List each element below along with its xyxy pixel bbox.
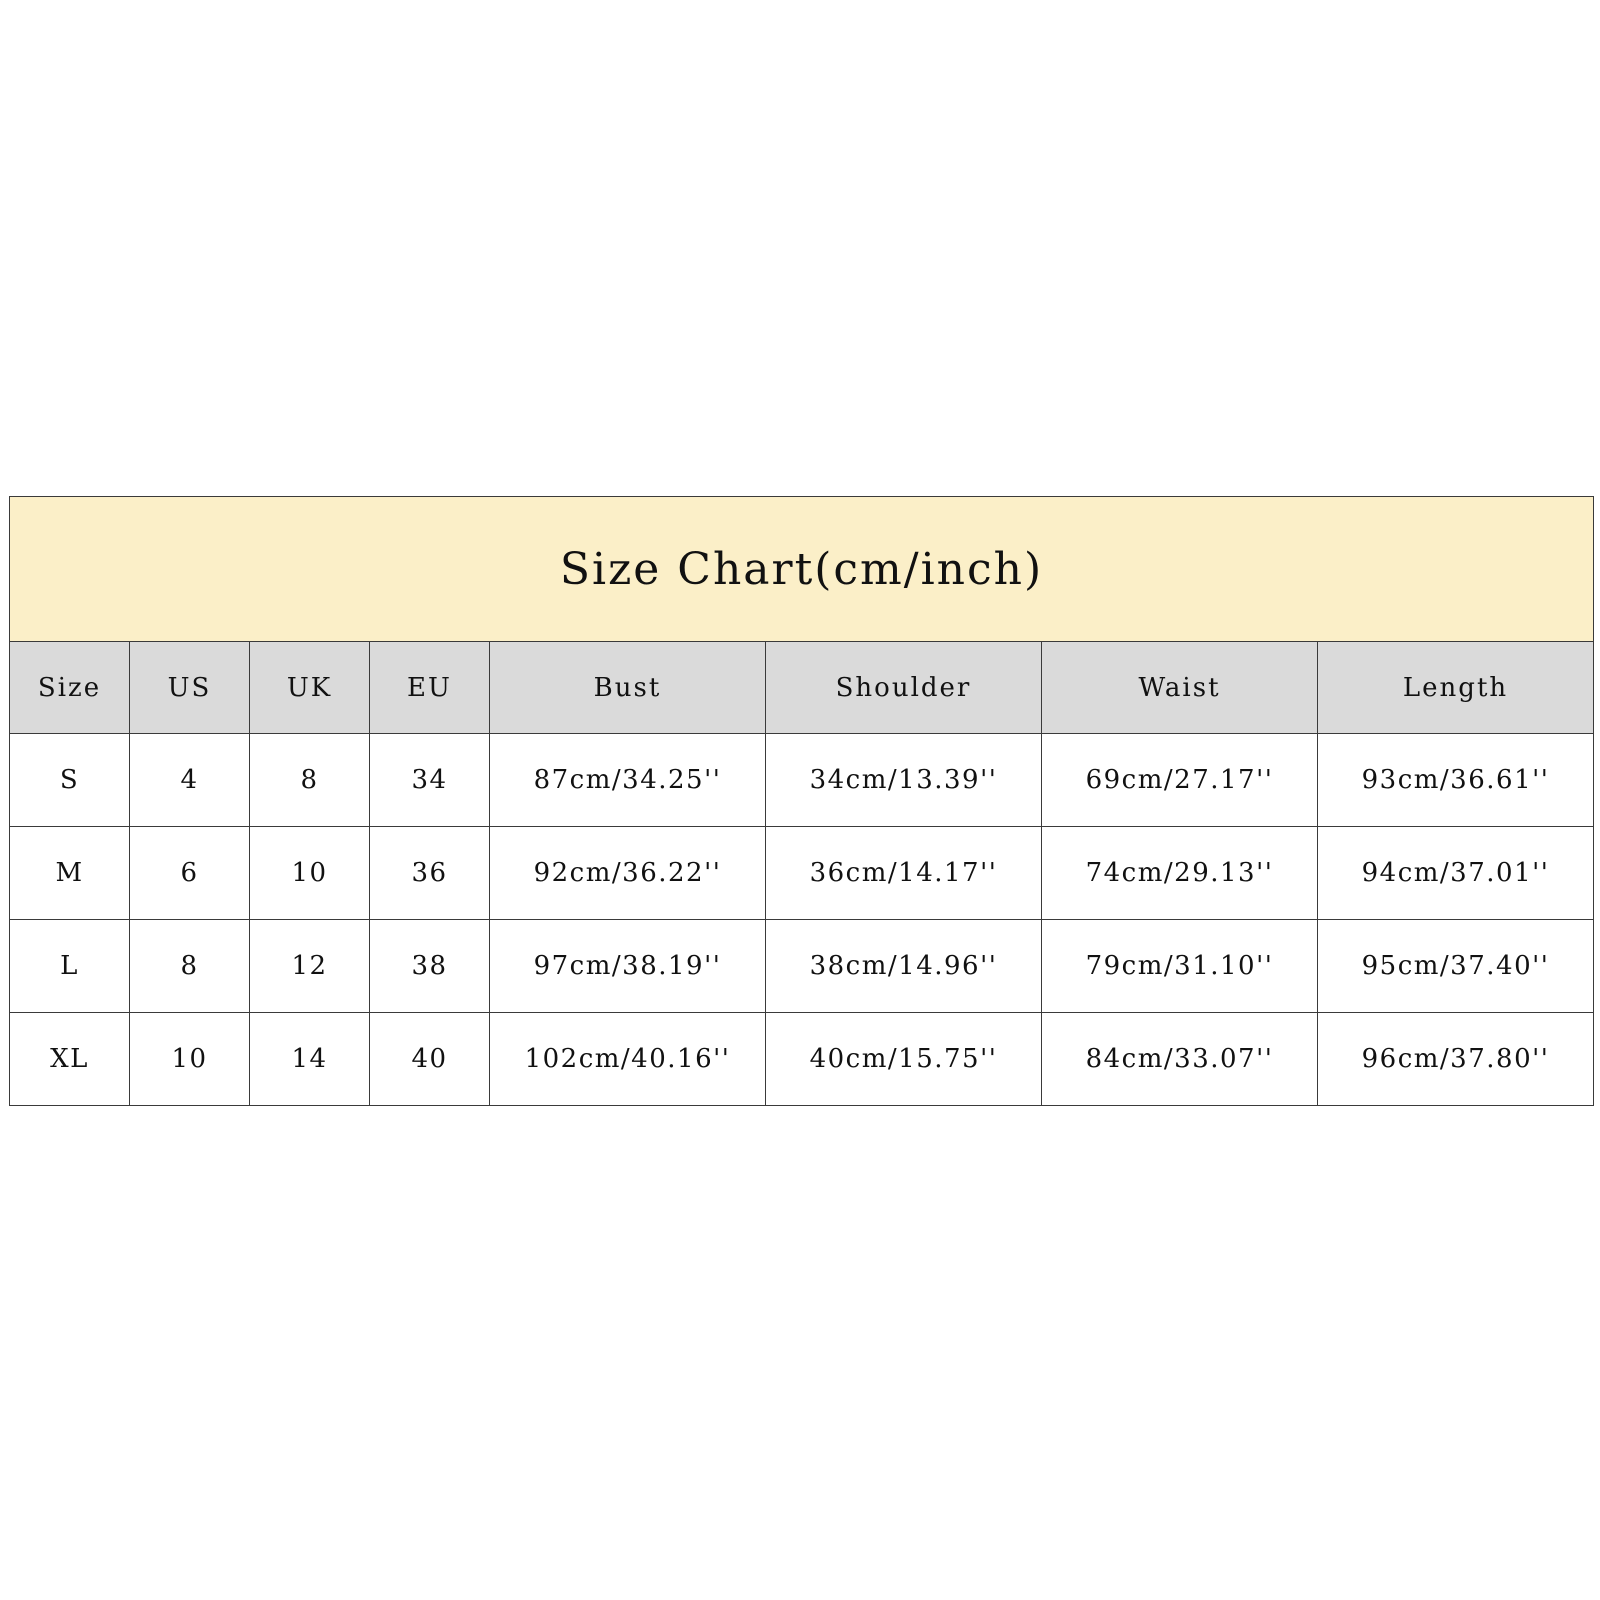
us-cell: 8: [130, 920, 250, 1013]
uk-cell: 10: [250, 827, 370, 920]
shoulder-cell: 40cm/15.75'': [766, 1013, 1042, 1106]
us-cell: 4: [130, 734, 250, 827]
size-cell: XL: [10, 1013, 130, 1106]
eu-cell: 40: [370, 1013, 490, 1106]
us-cell: 6: [130, 827, 250, 920]
eu-cell: 38: [370, 920, 490, 1013]
uk-cell: 12: [250, 920, 370, 1013]
column-header-bust: Bust: [490, 642, 766, 734]
uk-cell: 14: [250, 1013, 370, 1106]
chart-title: Size Chart(cm/inch): [10, 497, 1594, 642]
column-header-waist: Waist: [1042, 642, 1318, 734]
bust-cell: 102cm/40.16'': [490, 1013, 766, 1106]
column-header-uk: UK: [250, 642, 370, 734]
size-cell: L: [10, 920, 130, 1013]
size-cell: M: [10, 827, 130, 920]
uk-cell: 8: [250, 734, 370, 827]
waist-cell: 84cm/33.07'': [1042, 1013, 1318, 1106]
waist-cell: 79cm/31.10'': [1042, 920, 1318, 1013]
waist-cell: 69cm/27.17'': [1042, 734, 1318, 827]
eu-cell: 34: [370, 734, 490, 827]
table-row: [10, 827, 1594, 920]
table-row: [10, 1013, 1594, 1106]
waist-cell: 74cm/29.13'': [1042, 827, 1318, 920]
shoulder-cell: 36cm/14.17'': [766, 827, 1042, 920]
title-row: [10, 497, 1594, 642]
shoulder-cell: 38cm/14.96'': [766, 920, 1042, 1013]
shoulder-cell: 34cm/13.39'': [766, 734, 1042, 827]
bust-cell: 97cm/38.19'': [490, 920, 766, 1013]
header-row: [10, 642, 1594, 734]
bust-cell: 92cm/36.22'': [490, 827, 766, 920]
size-cell: S: [10, 734, 130, 827]
length-cell: 95cm/37.40'': [1318, 920, 1594, 1013]
length-cell: 96cm/37.80'': [1318, 1013, 1594, 1106]
table-row: [10, 734, 1594, 827]
eu-cell: 36: [370, 827, 490, 920]
length-cell: 93cm/36.61'': [1318, 734, 1594, 827]
size-chart-table: [9, 496, 1594, 1106]
length-cell: 94cm/37.01'': [1318, 827, 1594, 920]
table-row: [10, 920, 1594, 1013]
column-header-shoulder: Shoulder: [766, 642, 1042, 734]
bust-cell: 87cm/34.25'': [490, 734, 766, 827]
column-header-length: Length: [1318, 642, 1594, 734]
column-header-us: US: [130, 642, 250, 734]
column-header-eu: EU: [370, 642, 490, 734]
us-cell: 10: [130, 1013, 250, 1106]
column-header-size: Size: [10, 642, 130, 734]
